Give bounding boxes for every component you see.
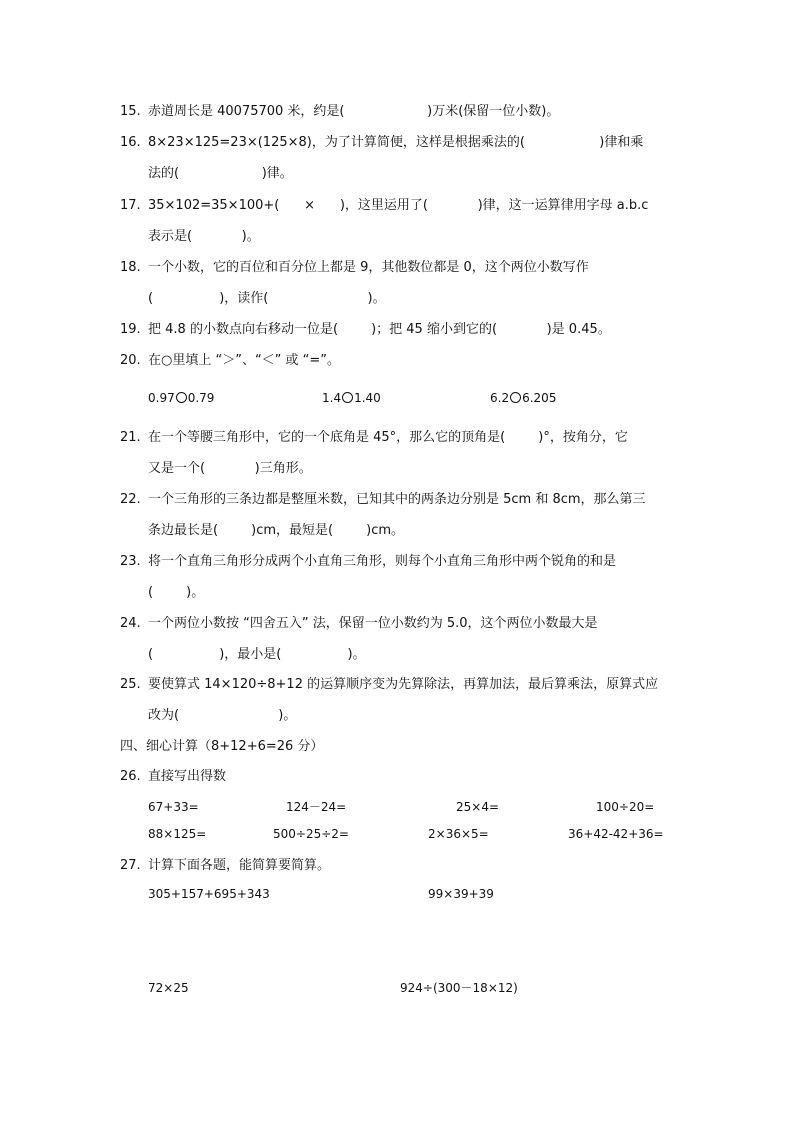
- calc-item: 500÷25÷2=: [273, 827, 349, 841]
- question-number: 26.: [120, 769, 141, 784]
- question-number: 16.: [120, 135, 141, 150]
- compare-item-a: [148, 388, 214, 408]
- calc-problem: 305+157+695+343: [148, 887, 270, 901]
- compare-left: 6.2: [490, 391, 510, 405]
- compare-left: 0.97: [148, 391, 175, 405]
- question-text-continued: ( )，读作( )。: [148, 291, 386, 306]
- question-text: 要使算式 14×120÷8+12 的运算顺序变为先算除法，再算加法，最后算乘法，原算式应: [148, 677, 659, 692]
- section-title: 四、细心计算（8+12+6=26 分）: [120, 739, 324, 754]
- question-number: 27.: [120, 858, 141, 873]
- question-number: 18.: [120, 260, 141, 275]
- question-number: 25.: [120, 677, 141, 692]
- question-text-continued: 表示是( )。: [148, 229, 260, 244]
- question-number: 22.: [120, 492, 141, 507]
- question-text: 计算下面各题，能简算要简算。: [148, 858, 331, 873]
- calc-item: 2×36×5=: [428, 827, 489, 841]
- calc-item: 100÷20=: [596, 800, 655, 814]
- question-number: 21.: [120, 430, 141, 445]
- compare-right: 0.79: [187, 391, 215, 405]
- compare-item-c: [490, 388, 556, 408]
- question-number: 17.: [120, 198, 141, 213]
- question-text-continued: 又是一个( )三角形。: [148, 461, 312, 476]
- question-number: 23.: [120, 554, 141, 569]
- answer-circle[interactable]: [342, 392, 353, 403]
- calc-problem: 924÷(300－18×12): [400, 981, 518, 995]
- question-text: 赤道周长是 40075700 米，约是( )万米(保留一位小数)。: [148, 104, 560, 119]
- question-text-continued: ( )。: [148, 585, 205, 600]
- compare-left: 1.4: [322, 391, 342, 405]
- question-text: 直接写出得数: [148, 769, 227, 784]
- question-text: 将一个直角三角形分成两个小直角三角形，则每个小直角三角形中两个锐角的和是: [148, 554, 617, 569]
- question-text: 在一个等腰三角形中，它的一个底角是 45°，那么它的顶角是( )°，按角分，它: [148, 430, 628, 445]
- calc-item: 88×125=: [148, 827, 207, 841]
- calc-item: 36+42-42+36=: [568, 827, 664, 841]
- calc-item: 67+33=: [148, 800, 199, 814]
- question-text-continued: ( )，最小是( )。: [148, 647, 366, 662]
- calc-item: 124－24=: [286, 800, 347, 814]
- compare-right: 6.205: [522, 391, 557, 405]
- question-number: 15.: [120, 104, 141, 119]
- calc-problem: 72×25: [148, 981, 189, 995]
- question-text: 一个小数，它的百位和百分位上都是 9，其他数位都是 0，这个两位小数写作: [148, 260, 589, 275]
- compare-item-b: [322, 388, 381, 408]
- answer-circle[interactable]: [510, 392, 521, 403]
- question-number: 19.: [120, 322, 141, 337]
- question-text-continued: 条边最长是( )cm，最短是( )cm。: [148, 523, 405, 538]
- question-text-continued: 改为( )。: [148, 708, 297, 723]
- question-number: 20.: [120, 353, 141, 368]
- answer-circle[interactable]: [176, 392, 187, 403]
- question-number: 24.: [120, 616, 141, 631]
- calc-item: 25×4=: [456, 800, 500, 814]
- question-text: 把 4.8 的小数点向右移动一位是( )；把 45 缩小到它的( )是 0.45。: [148, 322, 611, 337]
- calc-problem: 99×39+39: [428, 887, 494, 901]
- question-text: 一个两位小数按 “四舍五入” 法，保留一位小数约为 5.0，这个两位小数最大是: [148, 616, 598, 631]
- question-text-continued: 法的( )律。: [148, 166, 293, 181]
- question-text: 一个三角形的三条边都是整厘米数，已知其中的两条边分别是 5cm 和 8cm，那么第三: [148, 492, 646, 507]
- question-text: 8×23×125=23×(125×8)，为了计算简便，这样是根据乘法的( )律和乘: [148, 135, 644, 150]
- question-text: 35×102=35×100+( × )，这里运用了( )律，这一运算律用字母 a.b.c: [148, 198, 649, 213]
- question-text: 在○里填上 “＞”、“＜” 或 “=”。: [148, 353, 341, 368]
- compare-right: 1.40: [354, 391, 381, 405]
